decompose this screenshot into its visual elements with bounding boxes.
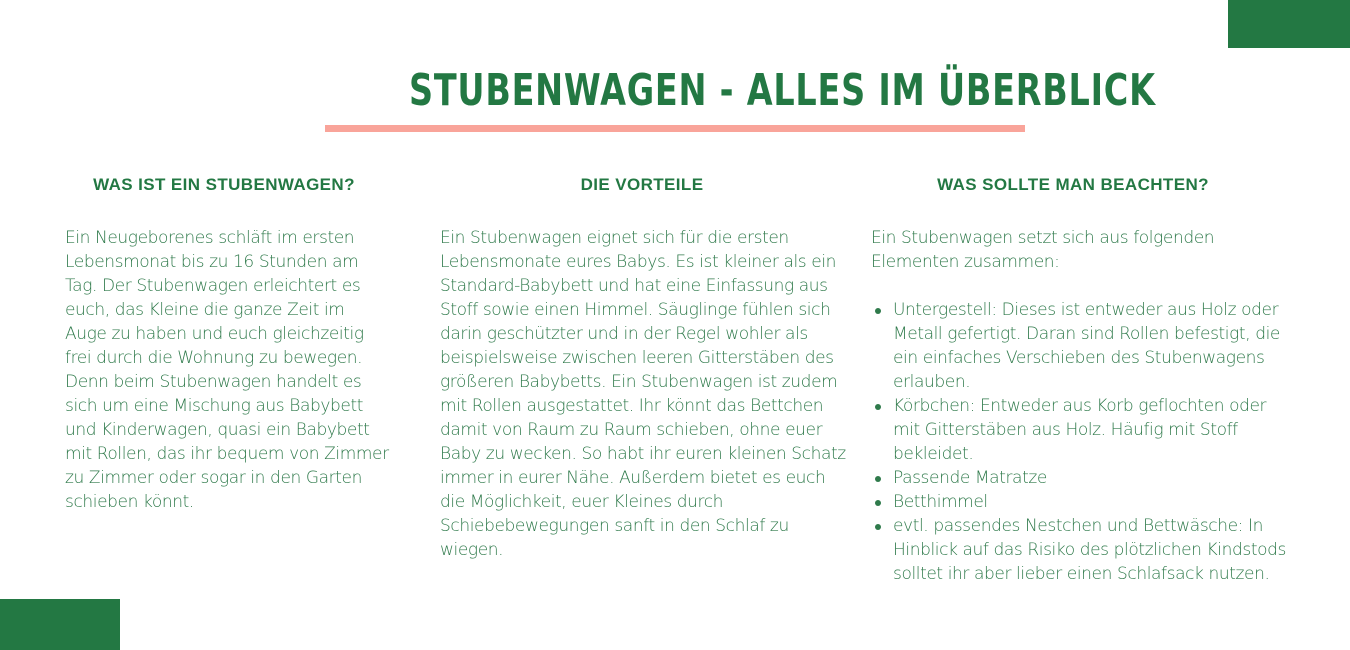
list-item: Körbchen: Entweder aus Korb geflochten oder mit Gitterstäben aus Holz. Häufig mit Stoff bekleidet. — [871, 394, 1291, 466]
list-item: Passende Matratze — [871, 466, 1291, 490]
paragraph-considerations-intro: Ein Stubenwagen setzt sich aus folgenden Elementen zusammen: — [871, 228, 1215, 272]
component-list — [871, 298, 1291, 586]
list-item: Betthimmel — [871, 490, 1291, 514]
page-title: STUBENWAGEN - ALLES IM ÜBERBLICK — [409, 65, 1156, 116]
column-heading-advantages: DIE VORTEILE — [580, 175, 704, 194]
corner-accent-bottom-left — [0, 599, 120, 650]
paragraph-advantages: Ein Stubenwagen eignet sich für die ersten Lebensmonate eures Babys. Es ist kleiner als ein Standard-Babybett und hat eine Einfassung aus Stoff sowie einen Himmel. Säuglinge fühlen sich darin geschützter und in der Regel wohler als beispielsweise zwischen leeren Gitterstäben des größeren Babybetts. Ein Stubenwagen ist zudem mit Rollen ausgestattet. Ihr könnt das Bettchen damit von Raum zu Raum schieben, ohne euer Baby zu wecken. So habt ihr euren kleinen Schatz immer in eurer Nähe. Außerdem bietet es euch die Möglichkeit, euer Kleines durch Schiebebewegungen sanft in den Schlaf zu wiegen. — [440, 228, 846, 560]
column-heading-considerations: WAS SOLLTE MAN BEACHTEN? — [937, 175, 1209, 194]
corner-accent-top-right — [1228, 0, 1350, 48]
title-underline — [325, 125, 1025, 132]
column-text-considerations — [871, 226, 1291, 586]
column-heading-what-is: WAS IST EIN STUBENWAGEN? — [93, 175, 355, 194]
list-item: evtl. passendes Nestchen und Bettwäsche: In Hinblick auf das Risiko des plötzlichen Kindstods solltet ihr aber lieber einen Schlafsack nutzen. — [871, 514, 1291, 586]
paragraph-what-is: Ein Neugeborenes schläft im ersten Lebensmonat bis zu 16 Stunden am Tag. Der Stubenwagen erleichtert es euch, das Kleine die ganze Zeit im Auge zu haben und euch gleichzeitig frei durch die Wohnung zu bewegen. Denn beim Stubenwagen handelt es sich um eine Mischung aus Babybett und Kinderwagen, quasi ein Babybett mit Rollen, das ihr bequem von Zimmer zu Zimmer oder sogar in den Garten schieben könnt. — [65, 228, 389, 512]
column-text-advantages — [440, 226, 850, 562]
list-item: Untergestell: Dieses ist entweder aus Holz oder Metall gefertigt. Daran sind Rollen befestigt, die ein einfaches Verschieben des Stubenwagens erlauben. — [871, 298, 1291, 394]
column-text-what-is — [65, 226, 390, 514]
